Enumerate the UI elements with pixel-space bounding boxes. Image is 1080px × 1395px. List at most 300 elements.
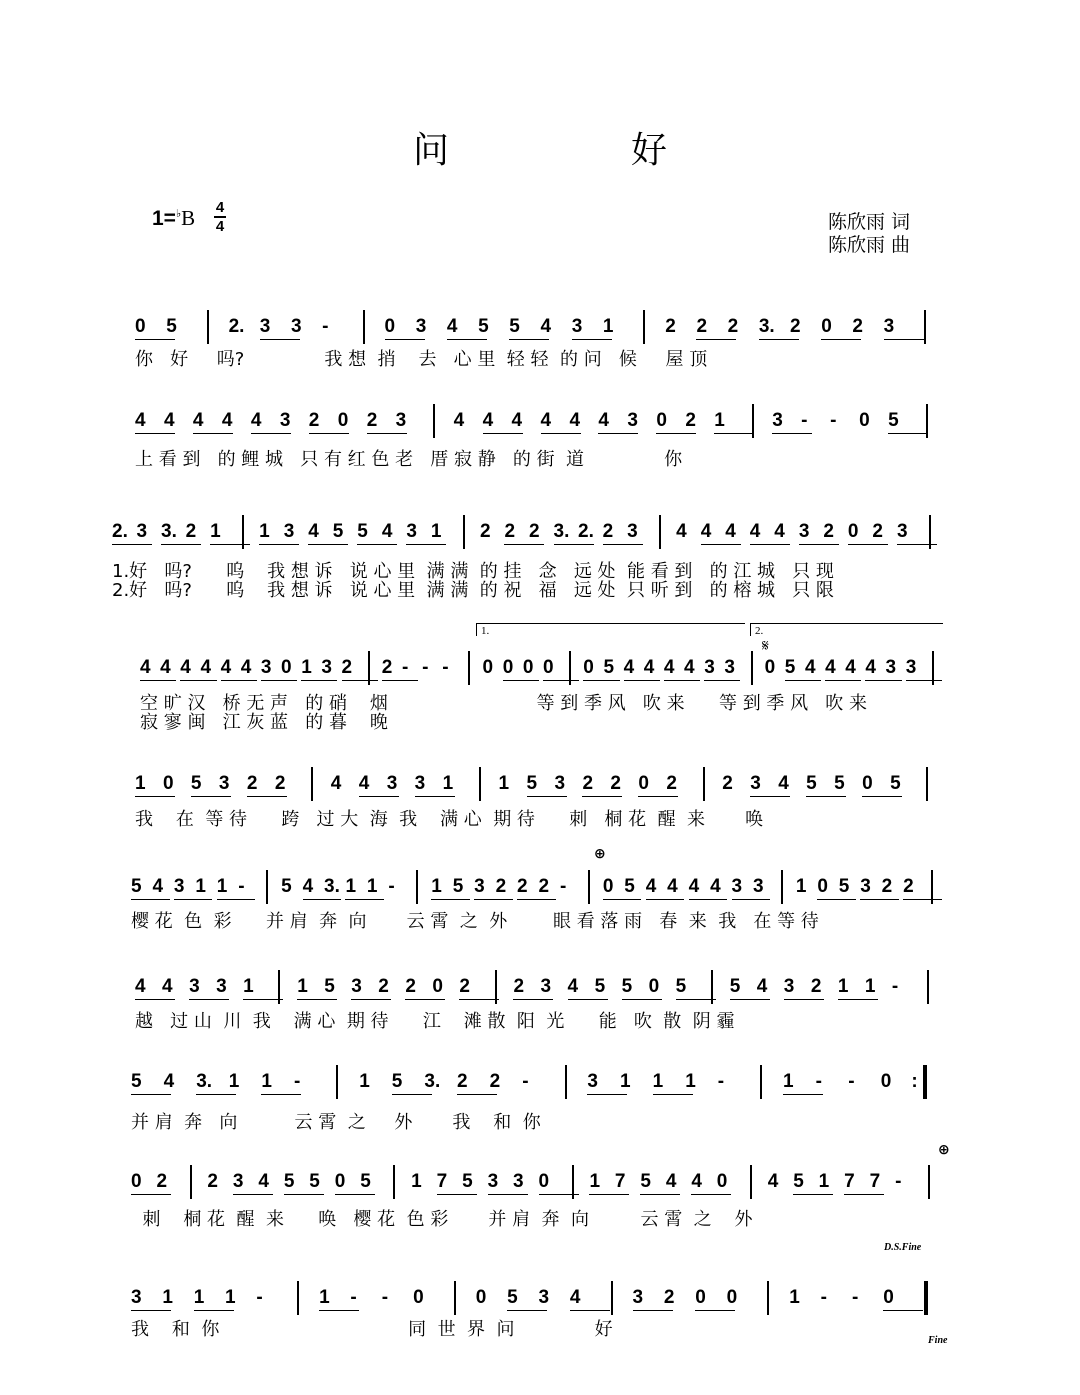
beam-line xyxy=(572,339,612,340)
note: 4 xyxy=(749,521,761,542)
note: 5 xyxy=(360,1171,371,1192)
note: 4 xyxy=(767,1171,779,1192)
beam-line xyxy=(730,999,770,1000)
bar-line xyxy=(297,1281,299,1315)
time-top: 4 xyxy=(215,199,225,216)
note: 1 xyxy=(498,773,510,794)
note: 2. xyxy=(112,521,128,542)
note: 1 xyxy=(714,410,725,431)
note: 4 xyxy=(135,410,146,431)
note: 2 xyxy=(823,521,834,542)
dash-note: - xyxy=(891,976,899,997)
beam-line xyxy=(504,544,544,545)
beam-line xyxy=(646,899,685,900)
bar-line xyxy=(781,870,783,904)
note: 3. xyxy=(196,1071,213,1092)
beam-line xyxy=(507,1310,547,1311)
note: 4 xyxy=(258,1171,269,1192)
bar-line xyxy=(926,404,928,438)
lyrics-line-1: 1.好 吗? 呜 我 想 诉 说 心 里 满 满 的 挂 念 远 处 能 看 到 的 江 城 只 现 xyxy=(112,561,834,582)
note: 1 xyxy=(345,876,357,897)
note: 2 xyxy=(459,976,470,997)
note: 5 xyxy=(509,316,520,337)
bar-line xyxy=(479,767,481,801)
note: 4 xyxy=(358,773,370,794)
note: 3 xyxy=(540,976,552,997)
bar-line xyxy=(363,310,365,344)
note: 4 xyxy=(511,410,523,431)
note: 5 xyxy=(281,876,292,897)
end-bar-line xyxy=(924,1281,928,1315)
title-char-1: 问 xyxy=(413,130,450,171)
bar-line xyxy=(565,1065,567,1099)
beam-line xyxy=(587,1094,627,1095)
note: 4 xyxy=(774,521,785,542)
beam-line xyxy=(488,1194,528,1195)
beam-line xyxy=(714,433,754,434)
beam-line xyxy=(233,1194,273,1195)
note: 4 xyxy=(569,410,581,431)
beam-line xyxy=(474,899,513,900)
note: 3 xyxy=(395,410,407,431)
note: 1 xyxy=(359,1071,370,1092)
dash-note: - xyxy=(238,876,245,897)
note: 5 xyxy=(784,657,796,678)
note: 1 xyxy=(243,976,254,997)
note: 2 xyxy=(513,976,525,997)
note: 4 xyxy=(163,1071,175,1092)
beam-line xyxy=(570,1310,610,1311)
note: 3 xyxy=(783,976,795,997)
note: 0 xyxy=(413,1287,424,1308)
note: 2 xyxy=(810,976,822,997)
note: 3 xyxy=(538,1287,550,1308)
segno-sign: 𝄋 xyxy=(762,636,769,655)
note: 4 xyxy=(569,1287,581,1308)
note: 4 xyxy=(250,410,262,431)
bar-line xyxy=(393,1165,395,1199)
note: 0 xyxy=(583,657,594,678)
lyrics-line-1: 上 看 到 的 鲤 城 只 有 红 色 老 厝 寂 静 的 街 道 你 xyxy=(135,449,683,470)
note: 3 xyxy=(798,521,810,542)
note: 4 xyxy=(221,410,233,431)
note: 4 xyxy=(163,410,175,431)
beam-line xyxy=(259,544,299,545)
beam-line xyxy=(903,899,942,900)
note: 4 xyxy=(453,410,465,431)
beam-line xyxy=(603,899,642,900)
beam-line xyxy=(583,680,619,681)
beam-line xyxy=(174,899,213,900)
beam-line xyxy=(217,899,256,900)
composer-credit: 陈欣雨 曲 xyxy=(828,234,911,256)
note: 3. xyxy=(424,1071,441,1092)
dash-note: - xyxy=(422,657,429,678)
dash-note: - xyxy=(717,1071,725,1092)
note: 3. xyxy=(161,521,177,542)
beam-line xyxy=(335,1194,375,1195)
beam-line xyxy=(392,1094,432,1095)
note: 2 xyxy=(663,1287,675,1308)
beam-line xyxy=(194,1310,234,1311)
note: 2 xyxy=(872,521,883,542)
beam-line xyxy=(131,1194,171,1195)
beam-line xyxy=(785,680,821,681)
dash-note: - xyxy=(801,410,808,431)
note: 0 xyxy=(859,410,870,431)
beam-line xyxy=(251,433,291,434)
note: 2 xyxy=(722,773,733,794)
note: 2 xyxy=(696,316,708,337)
note: 1 xyxy=(261,1071,272,1092)
note: 1 xyxy=(602,316,614,337)
note: 0 xyxy=(384,316,396,337)
note: 2 xyxy=(517,876,528,897)
note: 3. xyxy=(553,521,570,542)
beam-line xyxy=(554,544,594,545)
note: 2 xyxy=(495,876,507,897)
beam-line xyxy=(883,1310,923,1311)
bar-line xyxy=(924,310,926,344)
beam-line xyxy=(415,796,455,797)
beam-line xyxy=(691,1194,731,1195)
note: 3 xyxy=(173,876,185,897)
bar-line xyxy=(190,1165,192,1199)
note: 3 xyxy=(415,316,427,337)
note: 3 xyxy=(905,657,917,678)
beam-line xyxy=(582,796,622,797)
beam-line xyxy=(405,999,445,1000)
note: 4 xyxy=(446,316,458,337)
bar-line xyxy=(926,767,928,801)
note: 3 xyxy=(587,1071,598,1092)
beam-line xyxy=(865,680,901,681)
note: 5 xyxy=(131,1071,142,1092)
fine-mark: Fine xyxy=(928,1335,948,1346)
beam-line xyxy=(633,1310,673,1311)
bar-line xyxy=(751,651,753,685)
credits xyxy=(828,211,910,257)
beam-line xyxy=(696,339,736,340)
note: 1 xyxy=(430,521,442,542)
note: 3 xyxy=(259,316,271,337)
bar-line xyxy=(928,1165,930,1199)
end-bar-line xyxy=(923,1065,927,1099)
bar-line xyxy=(266,870,268,904)
dash-note: - xyxy=(522,1071,529,1092)
volta-2: 2. xyxy=(750,623,943,636)
note: 2 xyxy=(790,316,801,337)
beam-line xyxy=(342,680,378,681)
note: 5 xyxy=(391,1071,403,1092)
note: 2 xyxy=(610,773,621,794)
bar-line xyxy=(929,515,931,549)
note: 1 xyxy=(135,773,146,794)
beam-line xyxy=(689,899,728,900)
beam-line xyxy=(799,544,839,545)
beam-line xyxy=(457,1094,497,1095)
note: 5 xyxy=(888,410,899,431)
note: 5 xyxy=(640,1171,651,1192)
beam-line xyxy=(112,544,152,545)
beam-line xyxy=(135,999,175,1000)
bar-line xyxy=(932,651,934,685)
beam-line xyxy=(517,899,556,900)
beam-line xyxy=(210,544,250,545)
note: 3 xyxy=(772,410,783,431)
note: 4 xyxy=(240,657,252,678)
note: 4 xyxy=(623,657,635,678)
note: 1 xyxy=(366,876,378,897)
beam-line xyxy=(793,1194,833,1195)
note: 3 xyxy=(632,1287,644,1308)
note: 4 xyxy=(667,876,678,897)
beam-line xyxy=(825,680,861,681)
note: 2 xyxy=(538,876,550,897)
bar-line xyxy=(336,1065,338,1099)
note: 4 xyxy=(691,1171,702,1192)
note: 4 xyxy=(540,410,552,431)
note: 4 xyxy=(381,521,393,542)
note: 0 xyxy=(695,1287,706,1308)
note: 5 xyxy=(621,976,633,997)
beam-line xyxy=(135,796,175,797)
note: 1 xyxy=(795,876,807,897)
beam-line xyxy=(541,433,581,434)
beam-line xyxy=(297,999,337,1000)
bar-line xyxy=(659,515,661,549)
bar-line xyxy=(588,870,590,904)
note: 3 xyxy=(474,876,485,897)
bar-line xyxy=(750,1165,752,1199)
note: 4 xyxy=(140,657,151,678)
dash-note: - xyxy=(350,1287,357,1308)
note: 3 xyxy=(232,1171,244,1192)
note: 1 xyxy=(652,1071,664,1092)
note: 1 xyxy=(216,876,228,897)
beam-line xyxy=(527,796,567,797)
beam-line xyxy=(459,999,499,1000)
note: 4 xyxy=(778,773,789,794)
beam-line xyxy=(351,999,391,1000)
note: 0 xyxy=(135,316,146,337)
note: 1 xyxy=(411,1171,422,1192)
beam-line xyxy=(884,339,924,340)
dash-note: - xyxy=(322,316,329,337)
lyrics-line-1: 越 过 山 川 我 满 心 期 待 江 滩 散 阳 光 能 吹 散 阴 霾 xyxy=(135,1011,735,1032)
note: 0 xyxy=(543,657,554,678)
beam-line xyxy=(359,796,399,797)
lyrics-line-1: 并 肩 奔 向 云 霄 之 外 我 和 你 xyxy=(131,1112,541,1133)
lyrics-line-1: 刺 桐 花 醒 来 唤 樱 花 色 彩 并 肩 奔 向 云 霄 之 外 xyxy=(131,1209,753,1230)
beam-line xyxy=(135,433,175,434)
bar-line xyxy=(931,870,933,904)
note: 2 xyxy=(504,521,516,542)
note: 4 xyxy=(665,1171,677,1192)
beam-line xyxy=(131,899,170,900)
note: 4 xyxy=(152,876,164,897)
beam-line xyxy=(189,999,229,1000)
note: 3 xyxy=(189,976,200,997)
beam-line xyxy=(806,796,846,797)
beam-line xyxy=(603,544,643,545)
note: 0 xyxy=(716,1171,728,1192)
note: 0 xyxy=(475,1287,487,1308)
note: 4 xyxy=(180,657,191,678)
note: 3 xyxy=(571,316,583,337)
beam-line xyxy=(367,433,407,434)
flat-sign: ♭ xyxy=(175,208,182,220)
note: 0 xyxy=(432,976,443,997)
note: 1 xyxy=(864,976,876,997)
note: 1 xyxy=(442,773,454,794)
beam-line xyxy=(509,339,549,340)
dash-note: - xyxy=(381,1287,389,1308)
note: 5 xyxy=(166,316,177,337)
note: 1 xyxy=(228,1071,240,1092)
dash-note: - xyxy=(895,1171,902,1192)
note: 2 xyxy=(685,410,696,431)
note: 4 xyxy=(220,657,232,678)
note: 2 xyxy=(582,773,594,794)
note: 1 xyxy=(783,1071,794,1092)
dash-note: - xyxy=(820,1287,827,1308)
note: 5 xyxy=(131,876,142,897)
coda-sign-1: ⊕ xyxy=(594,846,606,862)
beam-line xyxy=(624,680,660,681)
bar-line xyxy=(416,870,418,904)
note: 5 xyxy=(594,976,606,997)
note: 2 xyxy=(602,521,614,542)
note: 0 xyxy=(862,773,873,794)
note: 4 xyxy=(756,976,768,997)
note: 5 xyxy=(452,876,464,897)
beam-line xyxy=(838,999,878,1000)
note: 1 xyxy=(589,1171,601,1192)
beam-line xyxy=(732,899,771,900)
note: 7 xyxy=(614,1171,626,1192)
note: 4 xyxy=(804,657,816,678)
note: 1 xyxy=(818,1171,830,1192)
bar-line xyxy=(278,970,280,1004)
bar-line xyxy=(711,970,713,1004)
beam-line xyxy=(844,1194,884,1195)
beam-line xyxy=(888,433,928,434)
beam-line xyxy=(656,433,696,434)
note: 3 xyxy=(731,876,743,897)
note: 4 xyxy=(845,657,856,678)
bar-line xyxy=(927,970,929,1004)
note: 3 xyxy=(487,1171,499,1192)
note: 4 xyxy=(482,410,494,431)
beam-line xyxy=(131,1094,171,1095)
note: 1 xyxy=(301,657,312,678)
beam-line xyxy=(664,680,700,681)
note: 2 xyxy=(156,1171,168,1192)
note: 2 xyxy=(378,976,389,997)
note: 3 xyxy=(216,976,227,997)
beam-line xyxy=(180,680,216,681)
note: 4 xyxy=(567,976,579,997)
note: 2 xyxy=(665,316,676,337)
note: 4 xyxy=(643,657,655,678)
note: 0 xyxy=(648,976,660,997)
note: 5 xyxy=(462,1171,473,1192)
time-signature xyxy=(214,200,226,234)
note: 3 xyxy=(406,521,417,542)
note: 4 xyxy=(663,657,675,678)
beam-line xyxy=(772,433,812,434)
beam-line xyxy=(382,680,418,681)
note: 3 xyxy=(351,976,362,997)
note: 2. xyxy=(228,316,245,337)
beam-line xyxy=(131,1310,171,1311)
lyrics-line-2: 寂 寥 闽 江 灰 蓝 的 暮 晚 xyxy=(140,712,388,733)
beam-line xyxy=(783,1094,823,1095)
note: 4 xyxy=(540,316,552,337)
note: 7 xyxy=(436,1171,448,1192)
note: 2 xyxy=(666,773,677,794)
note: 1 xyxy=(225,1287,236,1308)
note: 0 xyxy=(538,1171,550,1192)
bar-line xyxy=(454,1281,456,1315)
note: 2 xyxy=(274,773,286,794)
note: 5 xyxy=(526,773,538,794)
note: 2 xyxy=(479,521,491,542)
note: 0 xyxy=(337,410,349,431)
note: 4 xyxy=(192,410,204,431)
note: 3 xyxy=(131,1287,142,1308)
dash-note: - xyxy=(401,657,409,678)
note: 2 xyxy=(529,521,540,542)
note: 3 xyxy=(885,657,897,678)
note: 3 xyxy=(860,876,871,897)
beam-line xyxy=(695,1310,735,1311)
note: 5 xyxy=(332,521,344,542)
beam-line xyxy=(860,899,899,900)
beam-line xyxy=(345,899,384,900)
note: 4 xyxy=(598,410,609,431)
dash-note: - xyxy=(815,1071,822,1092)
note: 4 xyxy=(330,773,342,794)
note: 1 xyxy=(789,1287,800,1308)
beam-line xyxy=(161,544,201,545)
note: 5 xyxy=(283,1171,295,1192)
beam-line xyxy=(653,1094,693,1095)
bar-line xyxy=(760,1065,762,1099)
beam-line xyxy=(759,339,799,340)
beam-line xyxy=(483,433,523,434)
dash-note: - xyxy=(388,876,395,897)
beam-line xyxy=(784,999,824,1000)
beam-line xyxy=(513,999,553,1000)
beam-line xyxy=(750,796,790,797)
note: 5 xyxy=(675,976,687,997)
note: 3 xyxy=(283,521,295,542)
note: 3 xyxy=(750,773,761,794)
beam-line xyxy=(385,339,425,340)
note: 3 xyxy=(218,773,230,794)
note: 2 xyxy=(308,410,320,431)
note: 2 xyxy=(881,876,893,897)
note: 3 xyxy=(627,410,638,431)
note: 5 xyxy=(624,876,635,897)
lyrics-line-1: 空 旷 汉 桥 无 声 的 硝 烟 等 到 季 风 吹 来 等 到 季 风 吹 来 xyxy=(140,693,868,714)
beam-line xyxy=(301,680,337,681)
beam-line xyxy=(191,796,231,797)
beam-line xyxy=(357,544,397,545)
note: 2 xyxy=(366,410,378,431)
